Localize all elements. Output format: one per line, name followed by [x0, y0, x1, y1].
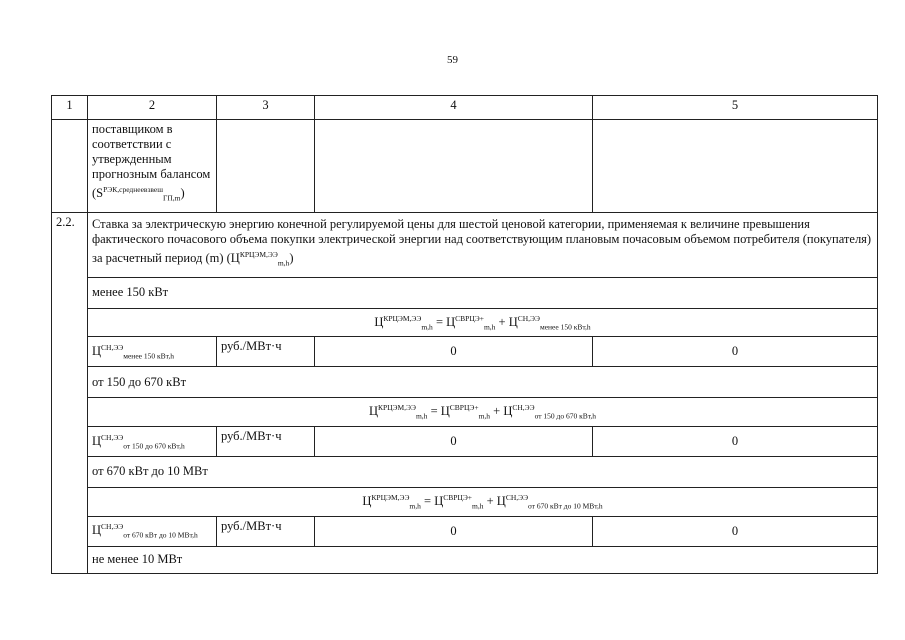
- continuation-text-cell: [88, 120, 217, 213]
- group-label-row: [52, 546, 878, 573]
- value-col-5: 0: [593, 516, 878, 546]
- header-col-2: 2: [88, 96, 217, 120]
- continuation-text: поставщиком в соответствии с утвержденным прогнозным балансом: [92, 122, 211, 181]
- header-col-4: 4: [315, 96, 593, 120]
- value-symbol: $Ц^{СН,ЭЭ}_{менее 150 кВт,h}$: [88, 337, 217, 367]
- value-symbol: $Ц^{СН,ЭЭ}_{от 670 кВт до 10 МВт,h}$: [88, 516, 217, 546]
- formula-row: [52, 487, 878, 516]
- tariff-table: [51, 95, 878, 574]
- continuation-row: [52, 120, 878, 213]
- header-row: [52, 96, 878, 120]
- formula-row: [52, 398, 878, 427]
- header-col-5: 5: [593, 96, 878, 120]
- value-col-4: 0: [315, 516, 593, 546]
- value-col-4: 0: [315, 426, 593, 456]
- group-label-row: [52, 367, 878, 398]
- continuation-symbol: $(S^{РЭК,среднеевзвеш}_{ГП,m})$: [92, 185, 185, 203]
- section-number: 2.2.: [52, 213, 88, 574]
- section-title-row: [52, 213, 878, 278]
- continuation-col-3: [217, 120, 315, 213]
- value-unit: руб./МВт·ч: [217, 516, 315, 546]
- group-label: менее 150 кВт: [88, 277, 878, 308]
- group-label-row: [52, 456, 878, 487]
- value-col-5: 0: [593, 426, 878, 456]
- formula: $Ц^{КРЦЭМ,ЭЭ}_{m,h} = Ц^{СВРЦЭ+}_{m,h} + Ц^{СН,ЭЭ}_{от 150 до 670 кВт,h}$: [88, 398, 878, 427]
- value-row: [52, 337, 878, 367]
- value-unit: руб./МВт·ч: [217, 337, 315, 367]
- formula: $Ц^{КРЦЭМ,ЭЭ}_{m,h} = Ц^{СВРЦЭ+}_{m,h} + Ц^{СН,ЭЭ}_{менее 150 кВт,h}$: [88, 308, 878, 337]
- value-row: [52, 426, 878, 456]
- group-label: не менее 10 МВт: [88, 546, 878, 573]
- section-title: Ставка за электрическую энергию конечной регулируемой цены для шестой ценовой категории, применяемая к величине превышения фактического почасового объема покупки электрической энергии над соответствующим плановым почасовым объемом потребителя (покупателя) за расчетный период (m): [92, 217, 872, 266]
- group-label: от 670 кВт до 10 МВт: [88, 456, 878, 487]
- header-col-1: 1: [52, 96, 88, 120]
- page-number: 59: [447, 54, 458, 66]
- formula-row: [52, 308, 878, 337]
- continuation-col-5: [593, 120, 878, 213]
- continuation-num: [52, 120, 88, 213]
- value-unit: руб./МВт·ч: [217, 426, 315, 456]
- value-col-5: 0: [593, 337, 878, 367]
- value-symbol: $Ц^{СН,ЭЭ}_{от 150 до 670 кВт,h}$: [88, 426, 217, 456]
- value-row: [52, 516, 878, 546]
- continuation-col-4: [315, 120, 593, 213]
- value-col-4: 0: [315, 337, 593, 367]
- section-symbol: $(Ц^{КРЦЭМ,ЭЭ}_{m,h})$: [226, 250, 294, 268]
- group-label: от 150 до 670 кВт: [88, 367, 878, 398]
- group-label-row: [52, 277, 878, 308]
- formula: $Ц^{КРЦЭМ,ЭЭ}_{m,h} = Ц^{СВРЦЭ+}_{m,h} + Ц^{СН,ЭЭ}_{от 670 кВт до 10 МВт,h}$: [88, 487, 878, 516]
- header-col-3: 3: [217, 96, 315, 120]
- section-title-cell: [88, 213, 878, 278]
